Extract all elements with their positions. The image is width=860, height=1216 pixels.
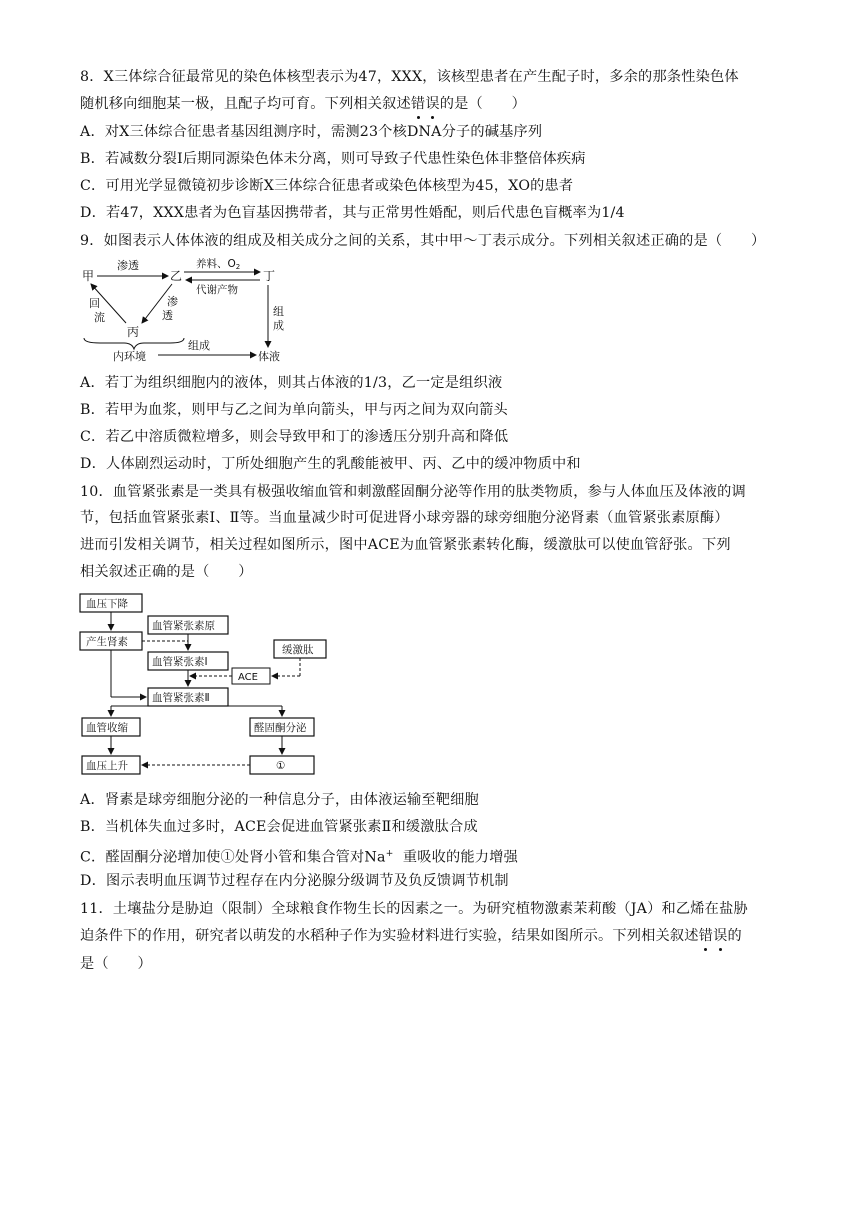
text-huanjitai: 缓激肽: [282, 644, 314, 656]
q11-stem-line-3: 是（ ）: [80, 956, 152, 972]
text-su1: 血管紧张素Ⅰ: [152, 656, 208, 668]
emphasis-char: 错: [698, 928, 714, 944]
text-shousuo: 血管收缩: [86, 722, 128, 734]
text-shangsheng: 血压上升: [86, 760, 128, 772]
q8-option-a: A．对X三体综合征患者基因组测序时，需测23个核DNA分子的碱基序列: [80, 124, 543, 140]
blood-pressure-diagram: [78, 590, 340, 778]
text-chansheng-shensu: 产生肾素: [86, 636, 128, 648]
q10-stem-line-1: 10．血管紧张素是一类具有极强收缩血管和刺激醛固酮分泌等作用的肽类物质，参与人体血压及体液的调: [80, 484, 746, 500]
text-ace: ACE: [238, 672, 258, 683]
q10-option-a: A．肾素是球旁细胞分泌的一种信息分子，由体液运输至靶细胞: [80, 792, 479, 808]
label-daixie: 代谢产物: [196, 284, 238, 296]
q11-stem-line-2: [80, 926, 780, 946]
q10-option-d: D．图示表明血压调节过程存在内分泌腺分级调节及负反馈调节机制: [80, 873, 509, 889]
label-yangliao-text: 养料、O: [196, 258, 236, 270]
emphasis-char: 错: [410, 96, 426, 112]
brace-neihuanjing: [84, 338, 184, 349]
q8-stem-line-2: [80, 94, 780, 114]
text-yuan: 血管紧张素原: [152, 620, 215, 632]
q9-option-b: B．若甲为血浆，则甲与乙之间为单向箭头，甲与丙之间为双向箭头: [80, 402, 508, 418]
q10-stem-line-3: 进而引发相关调节，相关过程如图所示，图中ACE为血管紧张素转化酶，缓激肽可以使血管舒张。下列: [80, 537, 731, 553]
node-bing: 丙: [127, 325, 140, 339]
text-quangutong: 醛固酮分泌: [254, 722, 307, 734]
q8-option-d: D．若47，XXX患者为色盲基因携带者，其与正常男性婚配，则后代患色盲概率为1/4: [80, 205, 625, 221]
node-ding: 丁: [263, 269, 276, 283]
q10-stem-line-4: 相关叙述正确的是（ ）: [80, 564, 253, 580]
q10-option-c-rest: 重吸收的能力增强: [393, 849, 518, 866]
label-neihuanjing: 内环境: [113, 350, 146, 363]
q8-option-c: C．可用光学显微镜初步诊断X三体综合征患者或染色体核型为45，XO的患者: [80, 178, 574, 194]
q9-option-d: D．人体剧烈运动时，丁所处细胞产生的乳酸能被甲、丙、乙中的缓冲物质中和: [80, 456, 581, 472]
text-su2: 血管紧张素Ⅱ: [152, 692, 210, 704]
label-zu: 组: [273, 305, 284, 318]
q9-option-a: A．若丁为组织细胞内的液体，则其占体液的1/3，乙一定是组织液: [80, 375, 503, 391]
label-cheng: 成: [273, 319, 284, 332]
q11-stem-de: 的: [727, 928, 742, 944]
label-hui: 回: [89, 297, 100, 310]
q8-stem-line-1: 8．X三体综合征最常见的染色体核型表示为47，XXX，该核型患者在产生配子时，多余的那条性染色体: [80, 69, 739, 85]
q10-option-c-superscript: +: [385, 849, 394, 859]
label-tou: 透: [162, 309, 173, 322]
q11-stem-text: 迫条件下的作用，研究者以萌发的水稻种子作为实验材料进行实验，结果如图所示。下列相关叙述: [80, 928, 699, 944]
q8-stem-text: 随机移向细胞某一极，且配子均可育。下列相关叙述: [80, 96, 411, 112]
q9-stem: 9．如图表示人体体液的组成及相关成分之间的关系，其中甲～丁表示成分。下列相关叙述正确的是（ ）: [80, 233, 766, 249]
q8-stem-end: 的是（ ）: [439, 96, 527, 112]
label-shentou-top: 渗透: [117, 259, 139, 272]
text-xueya-xiajiang: 血压下降: [86, 598, 128, 610]
body-fluid-diagram: [80, 255, 310, 363]
q11-stem-line-1: 11．土壤盐分是胁迫（限制）全球粮食作物生长的因素之一。为研究植物激素茉莉酸（JA）和乙烯在盐胁: [80, 901, 748, 917]
node-jia: 甲: [82, 269, 95, 283]
emphasis-char: 误: [425, 96, 440, 112]
label-liu: 流: [94, 311, 105, 324]
node-yi: 乙: [170, 269, 183, 283]
node-tiye: 体液: [258, 350, 280, 363]
q10-option-c: [80, 844, 780, 868]
label-yangliao: [196, 257, 240, 271]
emphasis-char: 误: [713, 928, 728, 944]
q8-option-b: B．若减数分裂Ⅰ后期同源染色体未分离，则可导致子代患性染色体非整倍体疾病: [80, 151, 586, 167]
text-site-one: ①: [276, 760, 286, 772]
label-zucheng-h: 组成: [188, 339, 210, 352]
label-yangliao-subscript: 2: [235, 263, 241, 271]
q9-option-c: C．若乙中溶质微粒增多，则会导致甲和丁的渗透压分别升高和降低: [80, 429, 509, 445]
q10-stem-line-2: 节，包括血管紧张素Ⅰ、Ⅱ等。当血量减少时可促进肾小球旁器的球旁细胞分泌肾素（血管紧张素原酶）: [80, 510, 729, 526]
label-shen: 渗: [167, 295, 178, 308]
q10-option-c-text: C．醛固酮分泌增加使①处肾小管和集合管对Na: [80, 849, 386, 866]
q10-option-b: B．当机体失血过多时，ACE会促进血管紧张素Ⅱ和缓激肽合成: [80, 819, 478, 835]
